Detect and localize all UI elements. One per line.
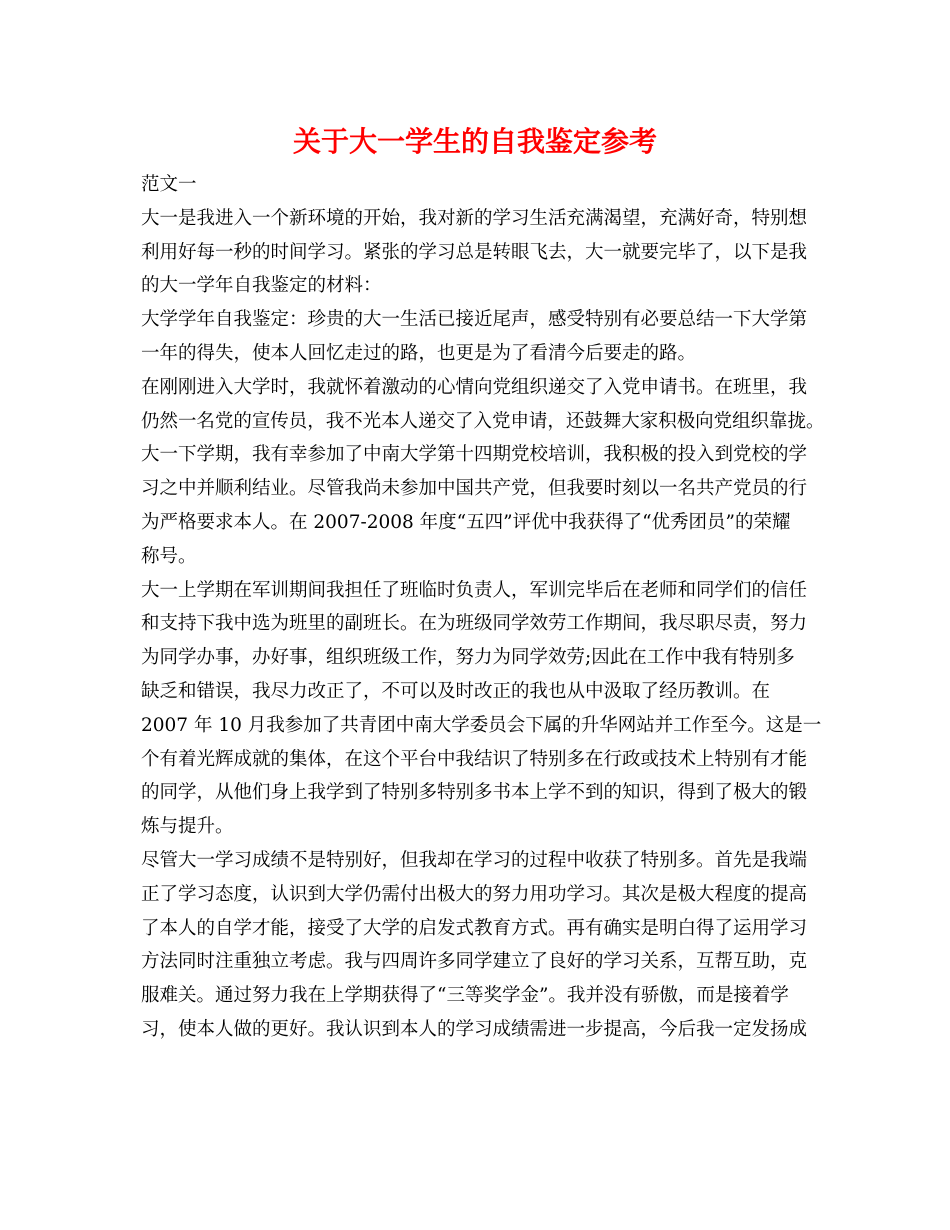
text-line: 仍然一名党的宣传员，我不光本人递交了入党申请，还鼓舞大家积极向党组织靠拢。 <box>141 410 825 432</box>
text-line: 了本人的自学才能，接受了大学的启发式教育方式。再有确实是明白得了运用学习 <box>141 917 808 939</box>
text-line: 范文一 <box>141 174 197 195</box>
text-line: 炼与提升。 <box>141 816 234 838</box>
text-line: 2007 年 10 月我参加了共青团中南大学委员会下属的升华网站并工作至今。这是一 <box>141 714 822 736</box>
text-line: 为同学办事，办好事，组织班级工作，努力为同学效劳;因此在工作中我有特别多 <box>141 647 795 669</box>
text-line: 正了学习态度，认识到大学仍需付出极大的努力用功学习。其次是极大程度的提高 <box>141 883 808 905</box>
text-line: 大一上学期在军训期间我担任了班临时负责人，军训完毕后在老师和同学们的信任 <box>141 579 808 601</box>
text-line: 利用好每一秒的时间学习。紧张的学习总是转眼飞去，大一就要完毕了，以下是我 <box>141 241 808 263</box>
text-line: 习，使本人做的更好。我认识到本人的学习成绩需进一步提高，今后我一定发扬成 <box>141 1018 808 1040</box>
text-line: 大一下学期，我有幸参加了中南大学第十四期党校培训，我积极的投入到党校的学 <box>141 444 808 466</box>
text-line: 个有着光辉成就的集体，在这个平台中我结识了特别多在行政或技术上特别有才能 <box>141 748 808 770</box>
text-line: 一年的得失，使本人回忆走过的路，也更是为了看清今后要走的路。 <box>141 342 697 364</box>
text-line: 称号。 <box>141 545 197 567</box>
text-line: 习之中并顺利结业。尽管我尚未参加中国共产党，但我要时刻以一名共产党员的行 <box>141 478 808 500</box>
text-line: 缺乏和错误，我尽力改正了，不可以及时改正的我也从中汲取了经历教训。在 <box>141 680 771 702</box>
text-line: 大一是我进入一个新环境的开始，我对新的学习生活充满渴望，充满好奇，特别想 <box>141 207 808 229</box>
text-line: 尽管大一学习成绩不是特别好，但我却在学习的过程中收获了特别多。首先是我端 <box>141 849 808 871</box>
text-line: 大学学年自我鉴定：珍贵的大一生活已接近尾声，感受特别有必要总结一下大学第 <box>141 309 808 331</box>
text-line: 和支持下我中选为班里的副班长。在为班级同学效劳工作期间，我尽职尽责，努力 <box>141 613 808 635</box>
text-line: 的同学，从他们身上我学到了特别多特别多书本上学不到的知识，得到了极大的锻 <box>141 782 808 804</box>
document-title: 关于大一学生的自我鉴定参考 <box>292 125 657 158</box>
document-body <box>141 168 825 1047</box>
text-line: 方法同时注重独立考虑。我与四周许多同学建立了良好的学习关系，互帮互助，克 <box>141 951 808 973</box>
text-line: 服难关。通过努力我在上学期获得了“三等奖学金”。我并没有骄傲，而是接着学 <box>141 985 789 1007</box>
text-line: 的大一学年自我鉴定的材料： <box>141 275 382 297</box>
text-line: 在刚刚进入大学时，我就怀着激动的心情向党组织递交了入党申请书。在班里，我 <box>141 376 808 398</box>
text-line: 为严格要求本人。在 2007-2008 年度“五四”评优中我获得了“优秀团员”的荣耀 <box>141 511 791 533</box>
